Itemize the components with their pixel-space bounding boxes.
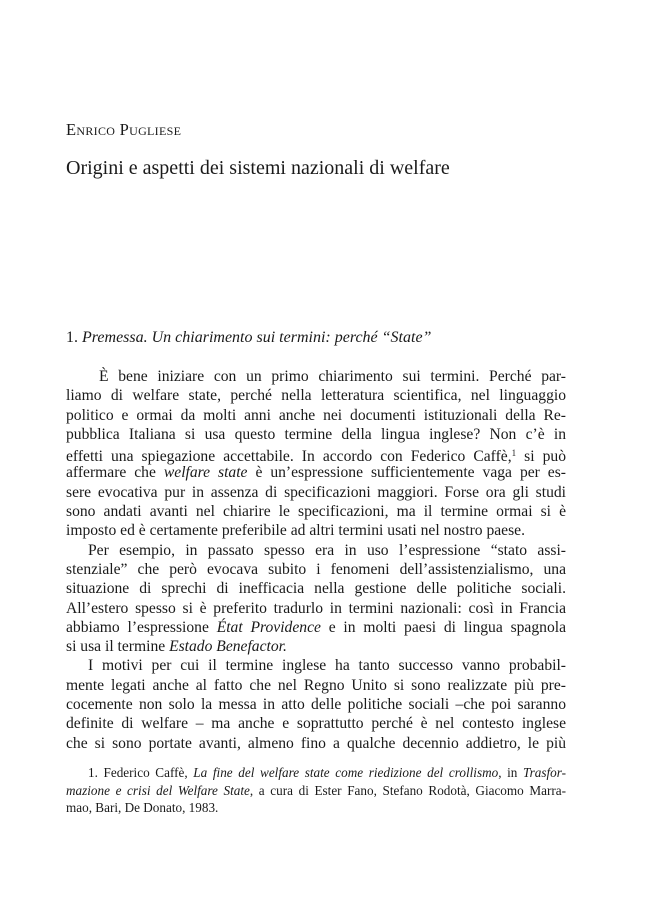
section-number: 1. bbox=[66, 329, 78, 346]
paragraph-2-line-6: si usa il termine Estado Benefactor. bbox=[66, 638, 287, 656]
paragraph-1-line-8: sono andati avanti nel chiarire le specificazioni, ma il termine ormai si è bbox=[66, 503, 566, 521]
footnote-line-2: mazione e crisi del Welfare State, a cura di Ester Fano, Stefano Rodotà, Giacomo Marra- bbox=[66, 782, 566, 798]
paragraph-3-line-1: I motivi per cui il termine inglese ha tanto successo vanno probabil- bbox=[88, 657, 566, 675]
paragraph-2-line-1: Per esempio, in passato spesso era in uso l’espressione “stato assi- bbox=[88, 541, 566, 559]
paragraph-1-line-7: sere evocativa pur in assenza di specificazioni maggiori. Forse ora gli studi bbox=[66, 483, 566, 501]
paragraph-1-line-1: È bene iniziare con un primo chiarimento sui termini. Perché par- bbox=[99, 368, 566, 385]
paragraph-1-line-2: liamo di welfare state, perché nella letteratura scientifica, nel linguaggio bbox=[66, 387, 566, 405]
paragraph-1-line-9: imposto ed è certamente preferibile ad altri termini usati nel nostro paese. bbox=[66, 522, 525, 540]
paragraph-3-line-2: mente legati anche al fatto che nel Regno Unito si sono realizzate più pre- bbox=[66, 676, 566, 694]
paragraph-1-line-4: pubblica Italiana si usa questo termine della lingua inglese? Non c’è in bbox=[66, 425, 566, 443]
paragraph-1-line-3: politico e ormai da molti anni anche nei documenti istituzionali della Re- bbox=[66, 406, 566, 424]
section-heading bbox=[66, 329, 431, 347]
footnote bbox=[66, 764, 566, 817]
chapter-author: Enrico Pugliese bbox=[66, 120, 182, 139]
section-heading-text: Premessa. Un chiarimento sui termini: perché “State” bbox=[82, 329, 432, 346]
footnote-line-1: 1. Federico Caffè, La fine del welfare state come riedizione del crollismo, in Trasfor- bbox=[88, 765, 567, 780]
paragraph-3-line-5: che si sono portate avanti, almeno fino a qualche decennio addietro, le più bbox=[66, 734, 566, 752]
chapter-title: Origini e aspetti dei sistemi nazionali di welfare bbox=[66, 157, 450, 179]
paragraph-1-line-6: affermare che welfare state è un’espressione sufficientemente vaga per es- bbox=[66, 464, 566, 482]
body-text bbox=[66, 367, 566, 753]
paragraph-3-line-3: cocemente non solo la messa in atto delle politiche sociali –che poi saranno bbox=[66, 696, 566, 714]
paragraph-2-line-4: All’estero spesso si è preferito tradurlo in termini nazionali: così in Francia bbox=[66, 599, 566, 617]
paragraph-1-line-5: effetti una spiegazione accettabile. In accordo con Federico Caffè,$^1$ si può bbox=[66, 448, 566, 466]
paragraph-2-line-3: situazione di sprechi di inefficacia nella gestione delle politiche sociali. bbox=[66, 580, 566, 598]
paragraph-2-line-2: stenziale” che però evocava subito i fenomeni dell’assistenzialismo, una bbox=[66, 560, 566, 578]
footnote-ref[interactable]: 1 bbox=[511, 448, 517, 459]
footnote-line-3: mao, Bari, De Donato, 1983. bbox=[66, 800, 219, 815]
paragraph-3-line-4: definite di welfare – ma anche e soprattutto perché è nel contesto inglese bbox=[66, 715, 566, 733]
paragraph-2-line-5: abbiamo l’espressione État Providence e in molti paesi di lingua spagnola bbox=[66, 618, 567, 636]
